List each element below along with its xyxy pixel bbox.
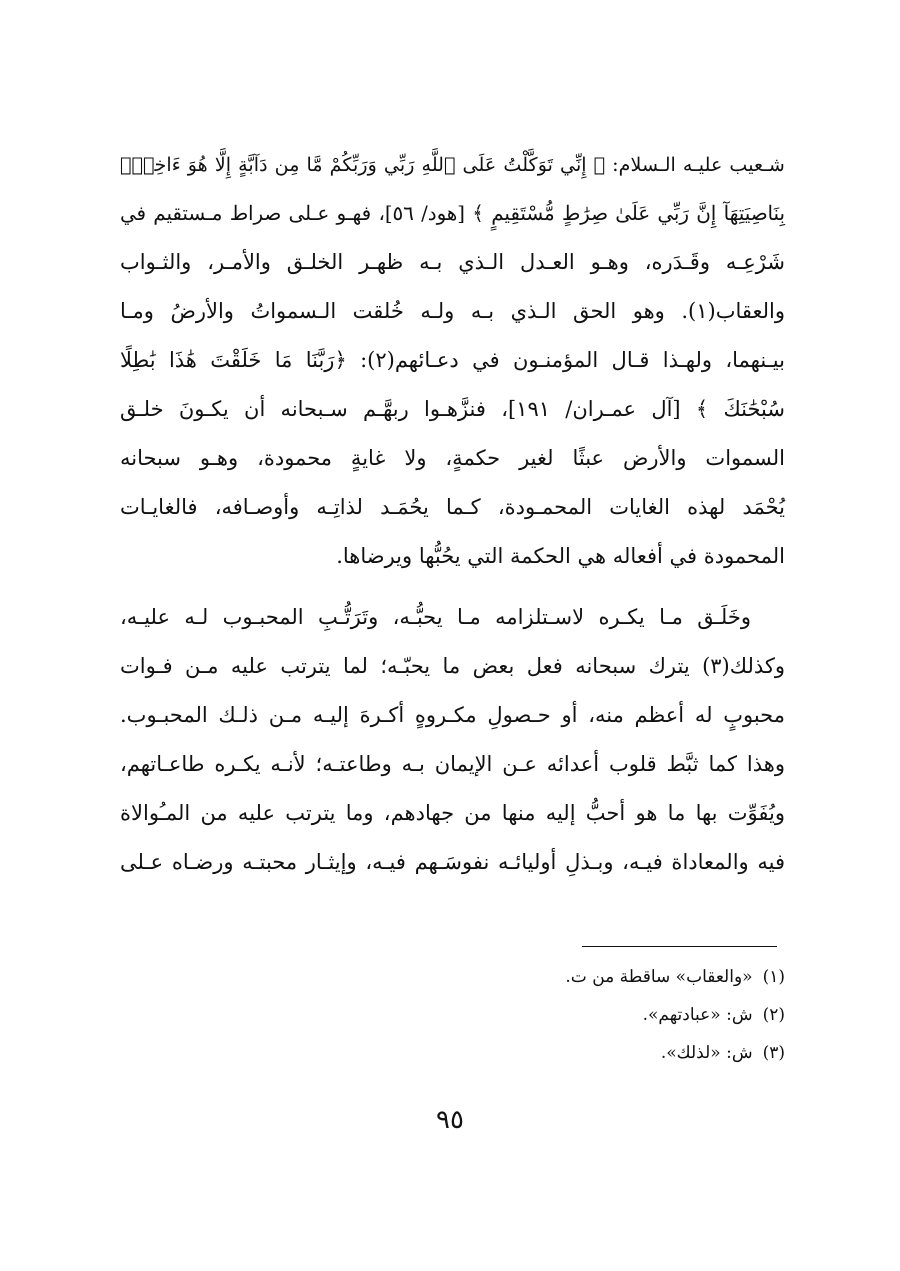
text-line: والعقاب(١). وهو الحق الـذي بـه ولـه خُلقت الـسمواتُ والأرضُ ومـا (120, 299, 785, 323)
footnote-item (420, 996, 785, 1034)
text-line: محبوبٍ له أعظم منه، أو حـصولِ مكـروهٍ أكـرهَ إليـه مـن ذلـك المحبـوب. (120, 703, 785, 727)
paragraph-2 (120, 593, 785, 887)
footnote-marker: (٢) (762, 1005, 785, 1025)
text-line: ويُفَوِّت بها ما هو أحبُّ إليه منها من جهادهم، وما يترتب عليه من المـُوالاة (120, 801, 785, 825)
text-line: سُبْحَٰنَكَ ﴾ [آل عمـران/ ١٩١]، فنزَّهـوا ربهَّـم سـبحانه أن يكـونَ خلـق (120, 397, 785, 421)
main-text (120, 140, 785, 887)
text-line: شَرْعِـه وقَـدَره، وهـو العـدل الـذي بـه ظهـر الخلـق والأمـر، والثـواب (120, 250, 785, 274)
footnote-marker: (١) (762, 967, 785, 987)
text-line: وهذا كما ثبَّط قلوب أعدائه عـن الإيمان بـه وطاعتـه؛ لأنـه يكـره طاعـاتهم، (120, 752, 785, 776)
page-number: ٩٥ (436, 1105, 464, 1135)
text-line: وخَلَـق مـا يكـره لاسـتلزامه مـا يحبُّـه، وتَرَتُّـبِ المحبـوب لـه عليـه، (120, 605, 751, 629)
footnote-marker: (٣) (762, 1043, 785, 1063)
text-line: بيـنهما، ولهـذا قـال المؤمنـون في دعـائهم(٢): ﴿رَبَّنَا مَا خَلَقْتَ هَٰذَا بَٰطِلًا (120, 348, 785, 372)
text-line: يُحْمَد لهذه الغايات المحمـودة، كـما يحُمَـد لذاتِـه وأوصـافه، فالغايـات (120, 495, 785, 519)
footnote-text: ش: «عبادتهم». (642, 1005, 753, 1025)
footnote-text: «والعقاب» ساقطة من ت. (565, 967, 753, 987)
text-line: شـعيب عليـه الـسلام: ﴿ إِنِّي تَوَكَّلْتُ عَلَى ٱللَّهِ رَبِّي وَرَبِّكُمْ مَّا مِن دَآبَّةٍ إِلَّا هُوَ ءَاخِذٌۢ (120, 153, 785, 176)
text-line: المحمودة في أفعاله هي الحكمة التي يحُبُّها ويرضاها. (336, 544, 785, 568)
text-line: بِنَاصِيَتِهَآ إِنَّ رَبِّي عَلَىٰ صِرَٰطٍ مُّسْتَقِيمٍ ﴾ [هود/ ٥٦]، فهـو عـلى صراط مـستقيم في (120, 202, 785, 225)
text-line: فيه والمعاداة فيـه، وبـذلِ أوليائـه نفوسَـهم فيـه، وإيثـار محبتـه ورضـاه عـلى (120, 850, 785, 874)
text-line: السموات والأرض عبثًا لغير حكمةٍ، ولا غايةٍ محمودة، وهـو سبحانه (120, 446, 785, 470)
footnote-item (420, 1034, 785, 1072)
text-line: وكذلك(٣) يترك سبحانه فعل بعض ما يحبّـه؛ لما يترتب عليه مـن فـوات (120, 654, 785, 678)
footnote-divider (582, 946, 777, 947)
footnote-item (420, 958, 785, 996)
footnotes (420, 958, 785, 1072)
footnote-text: ش: «لذلك». (660, 1043, 753, 1063)
paragraph-1 (120, 140, 785, 581)
